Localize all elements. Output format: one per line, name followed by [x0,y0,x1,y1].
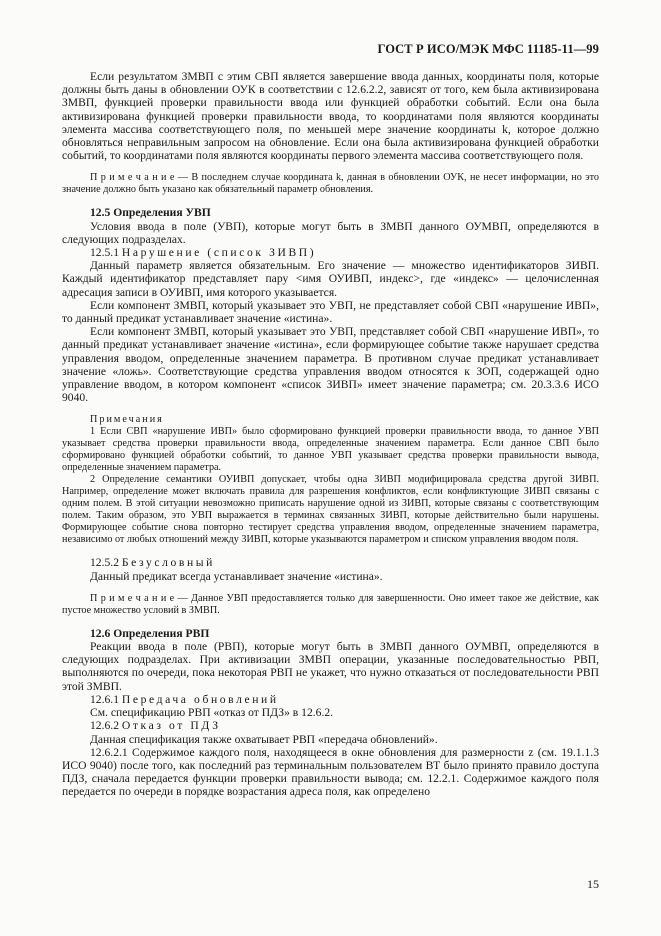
subsection-number: 12.5.1 [90,246,119,260]
subsection-number: 12.6.2 [90,719,119,733]
note: П р и м е ч а н и е — Данное УВП предоставляется только для завершенности. Оно имеет такое же действие, как пустое множество условий в ЗМВП. [62,592,599,616]
note-item: 1 Если СВП «нарушение ИВП» было сформировано функцией проверки правильности ввода, то данное УВП указывает средства проверки правильности ввода, определенные значением параметра. Если данное СВП было сформировано функцией обработки событий, то данное УВП указывает средства проверки правильности вывода, определенные значением параметра. [62,426,599,474]
paragraph: Если компонент ЗМВП, который указывает это УВП, представляет собой СВП «нарушение ИВП», то данный предикат устанавливает значение «истина», если формирующее событие также нарушает средства управления вводом, определенные значением параметра. В противном случае предикат устанавливает значение «ложь». Соответствующие средства управления вводом относятся к ЗОП, содержащей одно управление вводом, в котором компонент «список ЗИВП» имеет значение параметра; см. 20.3.3.6 ИСО 9040. [62,325,599,405]
section-heading: 12.6 Определения РВП [90,626,210,640]
subsection-title: Нарушение (список ЗИВП) [121,246,317,260]
subsection-title: Передача обновлений [121,692,279,706]
notes-heading: Примечания [90,414,164,426]
subsection-title: Отказ от ПДЗ [121,719,221,733]
subsection-title: Безусловный [121,556,215,570]
note: П р и м е ч а н и е — В последнем случае координата k, данная в обновлении ОУК, не несет информации, но это значение должно быть указано как обязательный параметр обновления. [62,172,599,196]
page-content [62,70,599,799]
paragraph: Если результатом ЗМВП с этим СВП является завершение ввода данных, координаты поля, которые должны быть даны в обновлении ОУК в соответствии с 12.6.2.2, зависят от того, кем была активизирована ЗМВП, функцией проверки правильности ввода или функцией обработки событий. Если она была активизирована функцией проверки правильности ввода, то координатами поля являются координаты элемента массива соответствующего поля, по меньшей мере значение координаты k, которое должно обновляться неправильным запросом на обновление. Если она была активизирована функцией обработки событий, то координатами поля являются координаты первого элемента массива соответствующего поля. [62,70,599,163]
paragraph: Данный параметр является обязательным. Его значение — множество идентификаторов ЗИВП. Каждый идентификатор представляет пару <имя ОУИВП, индекс>, где «индекс» — целочисленная адресация записи в ОУИВП, имя которого указывается. [62,259,599,299]
paragraph: Данный предикат всегда устанавливает значение «истина». [90,569,383,583]
subsection-heading [62,246,599,259]
page-number: 15 [587,877,599,891]
note-item: 2 Определение семантики ОУИВП допускает, чтобы одна ЗИВП модифицировала средства другой ЗИВП. Например, определение может включать правила для разрешения конфликтов, если конфликтующие ЗИВП связаны с одним полем. В этой ситуации невозможно приписать нарушение одной из ЗИВП, которые связаны с соответствующим полем. Таким образом, это УВП выражается в терминах связанных ЗИВП, которые действительно были нарушены. Формирующее событие снова повторно тестирует средства управления вводом, определенные значением параметра, независимо от любых отношений между ЗИВП, которые указываются параметром и списком управления вводом поля. [62,474,599,546]
section-heading: 12.5 Определения УВП [90,206,211,220]
subsection-heading [62,556,599,569]
paragraph: Данная спецификация также охватывает РВП «передача обновлений». [90,732,438,746]
paragraph: 12.6.2.1 Содержимое каждого поля, находящееся в окне обновления для размерности z (см. 19.1.1.3 ИСО 9040) после того, как последний раз терминальным пользователем ВТ было принято правило доступа ПДЗ, сначала передается функции проверки правильности вывода; см. 12.2.1. Содержимое каждого поля передается по очереди в порядке возрастания адреса поля, как определено [62,745,599,799]
document-code-header: ГОСТ Р ИСО/МЭК МФС 11185-11—99 [377,42,599,56]
paragraph: Если компонент ЗМВП, который указывает это УВП, не представляет собой СВП «нарушение ИВП», то данный предикат устанавливает значение «истина». [62,298,599,326]
subsection-heading [62,693,599,706]
paragraph: Условия ввода в поле (УВП), которые могут быть в ЗМВП данного ОУМВП, определяются в следующих подразделах. [62,219,599,246]
subsection-heading [62,719,599,732]
subsection-number: 12.5.2 [90,556,119,570]
subsection-number: 12.6.1 [90,692,119,706]
paragraph: См. спецификацию РВП «отказ от ПДЗ» в 12.6.2. [90,706,334,720]
paragraph: Реакции ввода в поле (РВП), которые могут быть в ЗМВП данного ОУМВП, определяются в следующих подразделах. При активизации ЗМВП операции, указанные последовательностью РВП, выполняются по очереди, пока некоторая РВП не укажет, что нужно отказаться от последовательности РВП этой ЗМВП. [62,640,599,693]
